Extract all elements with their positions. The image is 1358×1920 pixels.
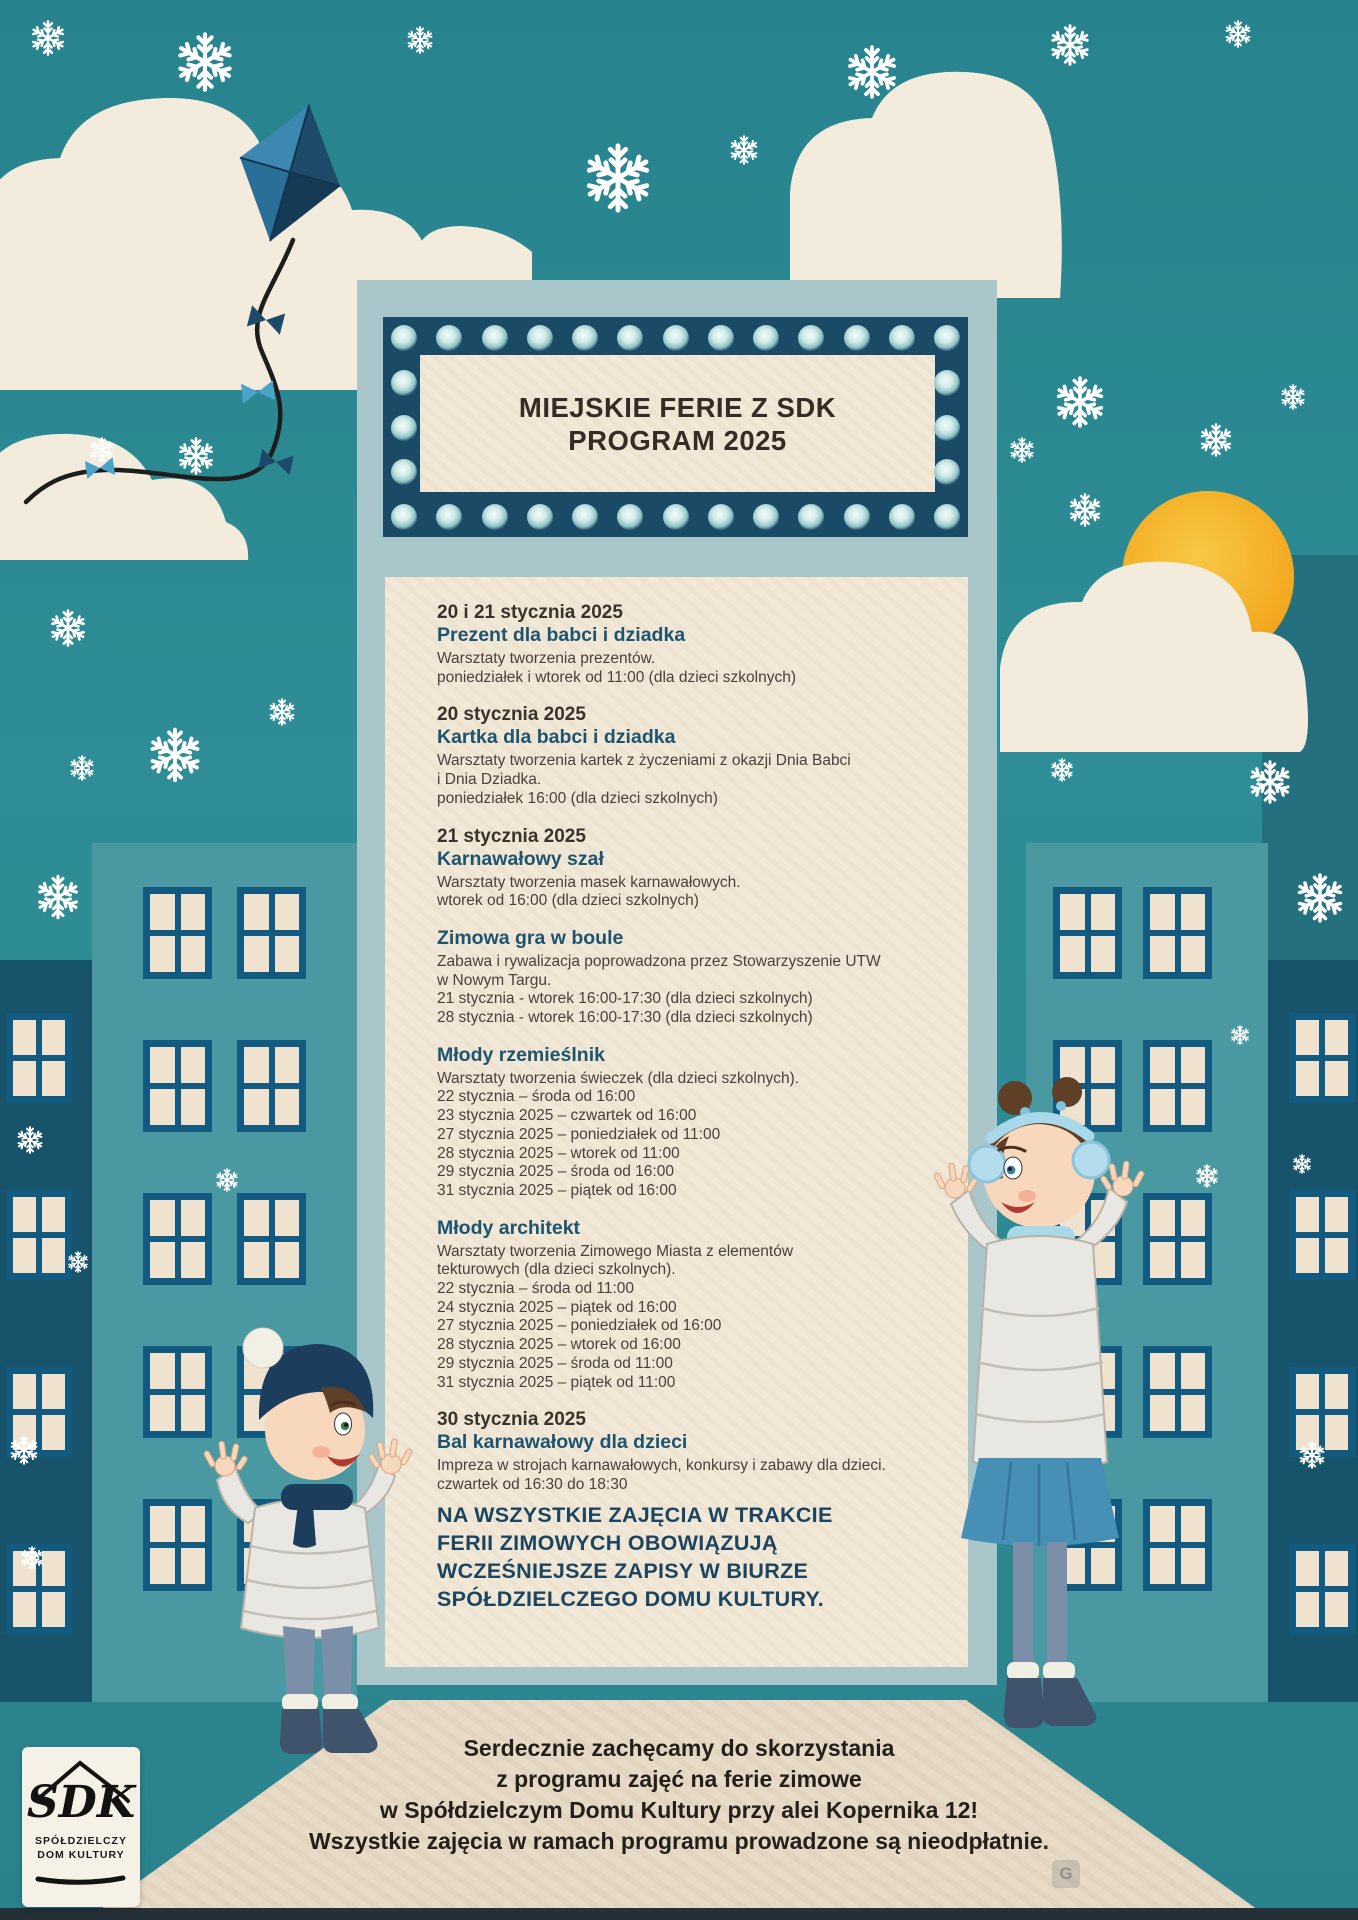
program-sections [437, 601, 942, 1511]
snowflake-icon [848, 47, 897, 97]
marquee-light [934, 504, 960, 530]
section-date: 30 stycznia 2025 [437, 1409, 586, 1431]
marquee-light [527, 325, 553, 351]
program-section [437, 825, 942, 911]
section-line: Impreza w strojach karnawałowych, konkursy i zabawy dla dzieci. [437, 1457, 886, 1475]
section-line: 27 stycznia 2025 – poniedziałek od 11:00 [437, 1125, 721, 1143]
footer-line: z programu zajęć na ferie zimowe [496, 1766, 862, 1792]
snowflake-icon [1051, 759, 1073, 781]
marquee-light [572, 325, 598, 351]
section-line: i Dnia Dziadka. [437, 771, 542, 789]
bottom-border-bar [0, 1908, 1358, 1920]
section-title: Bal karnawałowy dla dzieci [437, 1431, 688, 1454]
snowflake-icon [17, 1127, 42, 1153]
section-line: w Nowym Targu. [437, 971, 552, 989]
footer-line: w Spółdzielczym Domu Kultury przy alei Kopernika 12! [379, 1797, 979, 1823]
watermark-glyph: G [1052, 1860, 1080, 1888]
section-line: 31 stycznia 2025 – piątek od 11:00 [437, 1373, 676, 1391]
marquee-light [889, 504, 915, 530]
section-title: Karnawałowy szał [437, 847, 604, 870]
snowflake-icon [38, 876, 79, 917]
marquee-light [934, 415, 960, 441]
footer-line: Serdecznie zachęcamy do skorzystania [463, 1735, 895, 1761]
sdk-logo-card [22, 1747, 140, 1907]
snowflake-icon [586, 146, 649, 210]
marquee-light [663, 325, 689, 351]
snowflake-icon [730, 136, 757, 164]
snowflake-icon [216, 1169, 238, 1191]
program-panel [385, 577, 968, 1667]
marquee-title-box [420, 355, 935, 492]
section-line: tekturowych (dla dzieci szkolnych). [437, 1261, 676, 1279]
snowflake-icon [1201, 424, 1232, 455]
marquee-light [482, 325, 508, 351]
section-title: Zimowa gra w boule [437, 926, 624, 949]
section-title: Kartka dla babci i dziadka [437, 726, 676, 749]
marquee-light [391, 415, 417, 441]
section-title: Młody rzemieślnik [437, 1043, 605, 1066]
snowflake-icon [68, 1252, 88, 1272]
section-line: wtorek od 16:00 (dla dzieci szkolnych) [437, 892, 699, 910]
footer-line: Wszystkie zajęcia w ramach programu prowadzone są nieodpłatnie. [308, 1828, 1050, 1854]
snowflake-icon [1070, 494, 1101, 525]
marquee-light [844, 325, 870, 351]
marquee-light [663, 504, 689, 530]
marquee-light [934, 370, 960, 396]
program-section [437, 1217, 942, 1393]
sdk-logo-line1: SPÓŁDZIELCZY [35, 1835, 127, 1847]
snowflake-icon [21, 1547, 43, 1569]
poster-title-line1: MIEJSKIE FERIE Z SDK [518, 392, 837, 423]
program-section [437, 703, 942, 808]
section-line: 23 stycznia 2025 – czwartek od 16:00 [437, 1107, 697, 1125]
snowflake-icon [269, 699, 294, 725]
marquee-light [934, 459, 960, 485]
notice-line: NA WSZYSTKIE ZAJĘCIA W TRAKCIE [437, 1503, 833, 1527]
snowflake-icon [1010, 438, 1034, 462]
snowflake-icon [1196, 1165, 1218, 1187]
snowflake-icon [407, 27, 432, 53]
section-line: Warsztaty tworzenia Zimowego Miasta z elementów [437, 1242, 794, 1260]
notice-line: SPÓŁDZIELCZEGO DOMU KULTURY. [437, 1587, 825, 1611]
girl-character [915, 1072, 1165, 1762]
snowflake-icon [150, 730, 200, 781]
program-section [437, 601, 942, 687]
section-date: 20 stycznia 2025 [437, 704, 586, 726]
marquee-light [708, 325, 734, 351]
section-line: 22 stycznia – środa od 11:00 [437, 1280, 635, 1298]
marquee-light [708, 504, 734, 530]
section-line: Warsztaty tworzenia kartek z życzeniami z okazji Dnia Babci [437, 752, 851, 770]
section-line: 29 stycznia 2025 – środa od 16:00 [437, 1163, 674, 1181]
snowflake-icon [178, 34, 232, 89]
snowflake-icon [10, 1436, 37, 1464]
marquee-light [889, 325, 915, 351]
section-title: Prezent dla babci i dziadka [437, 624, 686, 646]
section-line: Warsztaty tworzenia prezentów. [437, 650, 656, 667]
section-line: poniedziałek 16:00 (dla dzieci szkolnych) [437, 789, 718, 807]
marquee-light [391, 459, 417, 485]
program-section [437, 927, 942, 1028]
marquee-light [753, 504, 779, 530]
sdk-logo-acronym: SDK [26, 1777, 136, 1828]
section-line: czwartek od 16:30 do 18:30 [437, 1475, 628, 1493]
section-date: 21 stycznia 2025 [437, 825, 586, 847]
snowflake-icon [1293, 1155, 1311, 1173]
section-line: Zabawa i rywalizacja poprowadzona przez Stowarzyszenie UTW [437, 952, 881, 970]
program-section [437, 1408, 942, 1494]
signup-notice [437, 1501, 942, 1613]
section-line: 29 stycznia 2025 – środa od 11:00 [437, 1354, 673, 1372]
marquee-light [391, 325, 417, 351]
marquee-light [753, 325, 779, 351]
snowflake-icon [1281, 385, 1305, 409]
marquee-light [482, 504, 508, 530]
marquee-light [572, 504, 598, 530]
section-line: 28 stycznia 2025 – wtorek od 11:00 [437, 1144, 680, 1162]
section-line: 27 stycznia 2025 – poniedziałek od 16:00 [437, 1317, 722, 1335]
marquee-light [934, 325, 960, 351]
snowflake-icon [1299, 1442, 1324, 1468]
snowflake-icon [1250, 762, 1290, 802]
section-line: 22 stycznia – środa od 16:00 [437, 1088, 636, 1106]
notice-line: WCZEŚNIEJSZE ZAPISY W BIURZE [437, 1559, 809, 1583]
snowflake-icon [1231, 1026, 1249, 1044]
marquee-light [391, 504, 417, 530]
marquee-light [527, 504, 553, 530]
snowflake-icon [1225, 21, 1250, 47]
section-title: Młody architekt [437, 1216, 581, 1239]
snowflake-icon [70, 756, 94, 780]
snowflake-icon [1051, 26, 1089, 65]
section-line: 28 stycznia 2025 – wtorek od 16:00 [437, 1336, 681, 1354]
snowflake-icon [90, 438, 114, 462]
section-line: 31 stycznia 2025 – piątek od 16:00 [437, 1181, 677, 1199]
section-line: 24 stycznia 2025 – piątek od 16:00 [437, 1298, 677, 1316]
section-line: 21 stycznia - wtorek 16:00-17:30 (dla dzieci szkolnych) [437, 990, 813, 1008]
marquee-light [844, 504, 870, 530]
snowflake-icon [1297, 875, 1342, 921]
section-line: 28 stycznia - wtorek 16:00-17:30 (dla dzieci szkolnych) [437, 1009, 813, 1027]
section-line: Warsztaty tworzenia masek karnawałowych. [437, 873, 741, 891]
marquee-light [391, 370, 417, 396]
section-line: Warsztaty tworzenia świeczek (dla dzieci szkolnych). [437, 1069, 800, 1087]
snowflake-icon [179, 439, 213, 474]
section-date: 20 i 21 stycznia 2025 [437, 602, 623, 623]
snowflake-icon [1056, 378, 1103, 426]
notice-line: FERII ZIMOWYCH OBOWIĄZUJĄ [437, 1531, 778, 1555]
snowflake-icon [51, 611, 85, 646]
sdk-logo-line2: DOM KULTURY [37, 1849, 125, 1861]
section-line: poniedziałek i wtorek od 11:00 (dla dzieci szkolnych) [437, 668, 796, 686]
poster-title-line2: PROGRAM 2025 [568, 425, 787, 456]
program-section [437, 1044, 942, 1201]
snowflake-icon [32, 21, 65, 54]
boy-character [203, 1318, 418, 1763]
